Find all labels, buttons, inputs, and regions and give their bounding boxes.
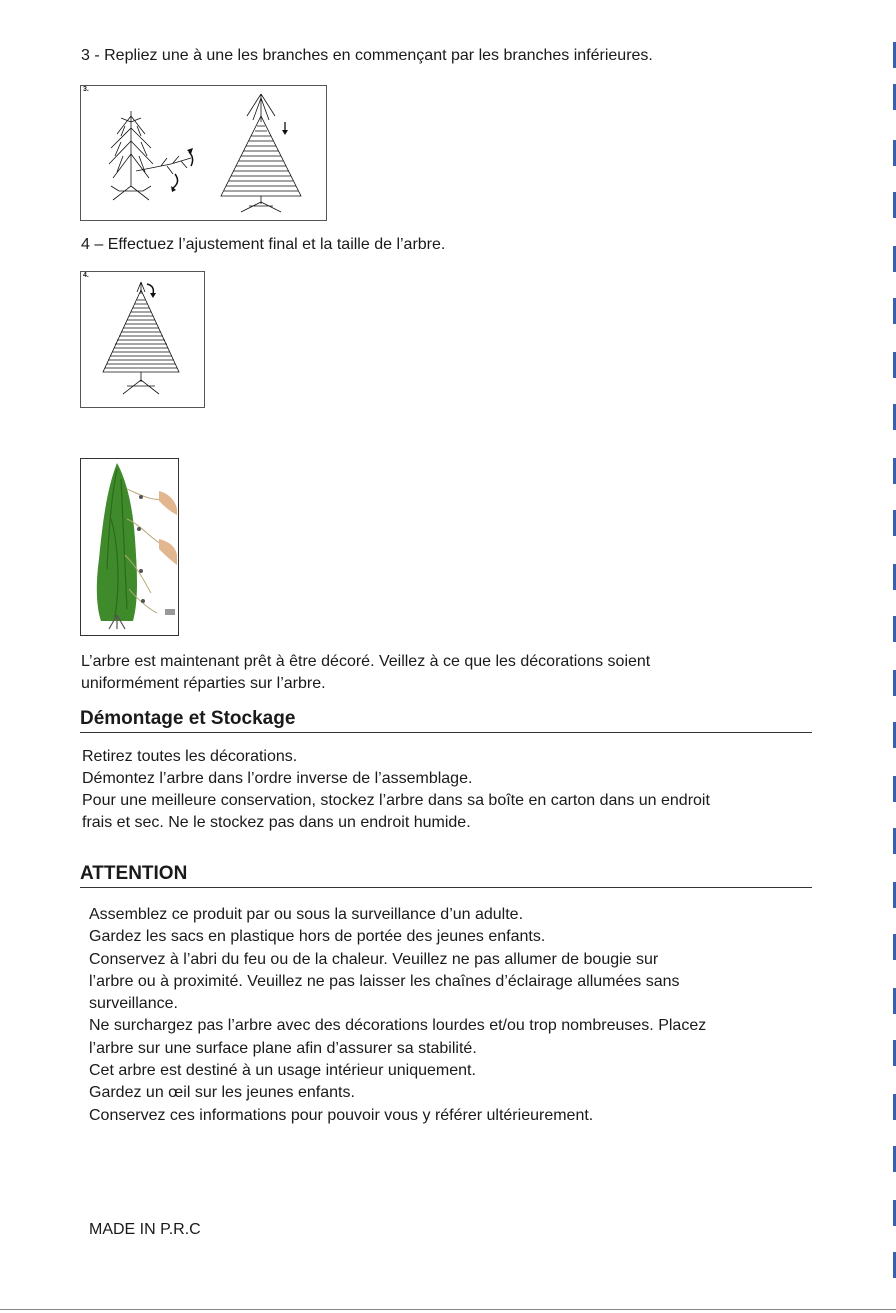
ready-text-line-2: uniformément réparties sur l’arbre. (81, 675, 326, 692)
list-item: Conservez ces informations pour pouvoir vous y référer ultérieurement. (89, 1106, 594, 1124)
tree-with-lights-photo (81, 459, 178, 635)
list-item: Pour une meilleure conservation, stockez l’arbre dans sa boîte en carton dans un endroit (82, 792, 710, 809)
figure-step-4-number: 4. (83, 272, 89, 279)
final-adjustment-illustration (81, 272, 204, 407)
list-item: Démontez l’arbre dans l’ordre inverse de l’assemblage. (82, 770, 473, 787)
storage-list (82, 746, 710, 834)
storage-heading: Démontage et Stockage (80, 707, 812, 733)
list-item: l’arbre sur une surface plane afin d’assurer sa stabilité. (89, 1039, 477, 1057)
list-item: Cet arbre est destiné à un usage intérieur uniquement. (89, 1062, 476, 1080)
list-item: frais et sec. Ne le stockez pas dans un endroit humide. (82, 814, 471, 831)
list-item: Gardez les sacs en plastique hors de portée des jeunes enfants. (89, 928, 546, 946)
list-item: surveillance. (89, 995, 178, 1013)
warning-heading: ATTENTION (80, 862, 812, 888)
step-3-text: 3 - Repliez une à une les branches en commençant par les branches inférieures. (81, 47, 653, 64)
list-item: Assemblez ce produit par ou sous la surveillance d’un adulte. (89, 906, 524, 923)
list-item: Conservez à l’abri du feu ou de la chaleur. Veuillez ne pas allumer de bougie sur (89, 950, 659, 968)
figure-step-4 (80, 271, 205, 408)
figure-step-3-number: 3. (83, 86, 89, 93)
made-in-label: MADE IN P.R.C (89, 1221, 201, 1238)
ready-text-line-1: L’arbre est maintenant prêt à être décoré. Veillez à ce que les décorations soient (81, 653, 651, 670)
list-item: Retirez toutes les décorations. (82, 748, 298, 765)
figure-step-3 (80, 85, 327, 221)
list-item: l’arbre ou à proximité. Veuillez ne pas laisser les chaînes d’éclairage allumées sans (89, 972, 680, 990)
list-item: Gardez un œil sur les jeunes enfants. (89, 1084, 355, 1102)
folding-branches-illustration (81, 86, 326, 220)
step-4-text: 4 – Effectuez l’ajustement final et la taille de l’arbre. (81, 236, 446, 253)
warning-list (89, 904, 706, 1127)
list-item: Ne surchargez pas l’arbre avec des décorations lourdes et/ou trop nombreuses. Placez (89, 1017, 707, 1035)
page-bottom-rule (0, 1309, 896, 1310)
figure-lit-tree-photo (80, 458, 179, 636)
